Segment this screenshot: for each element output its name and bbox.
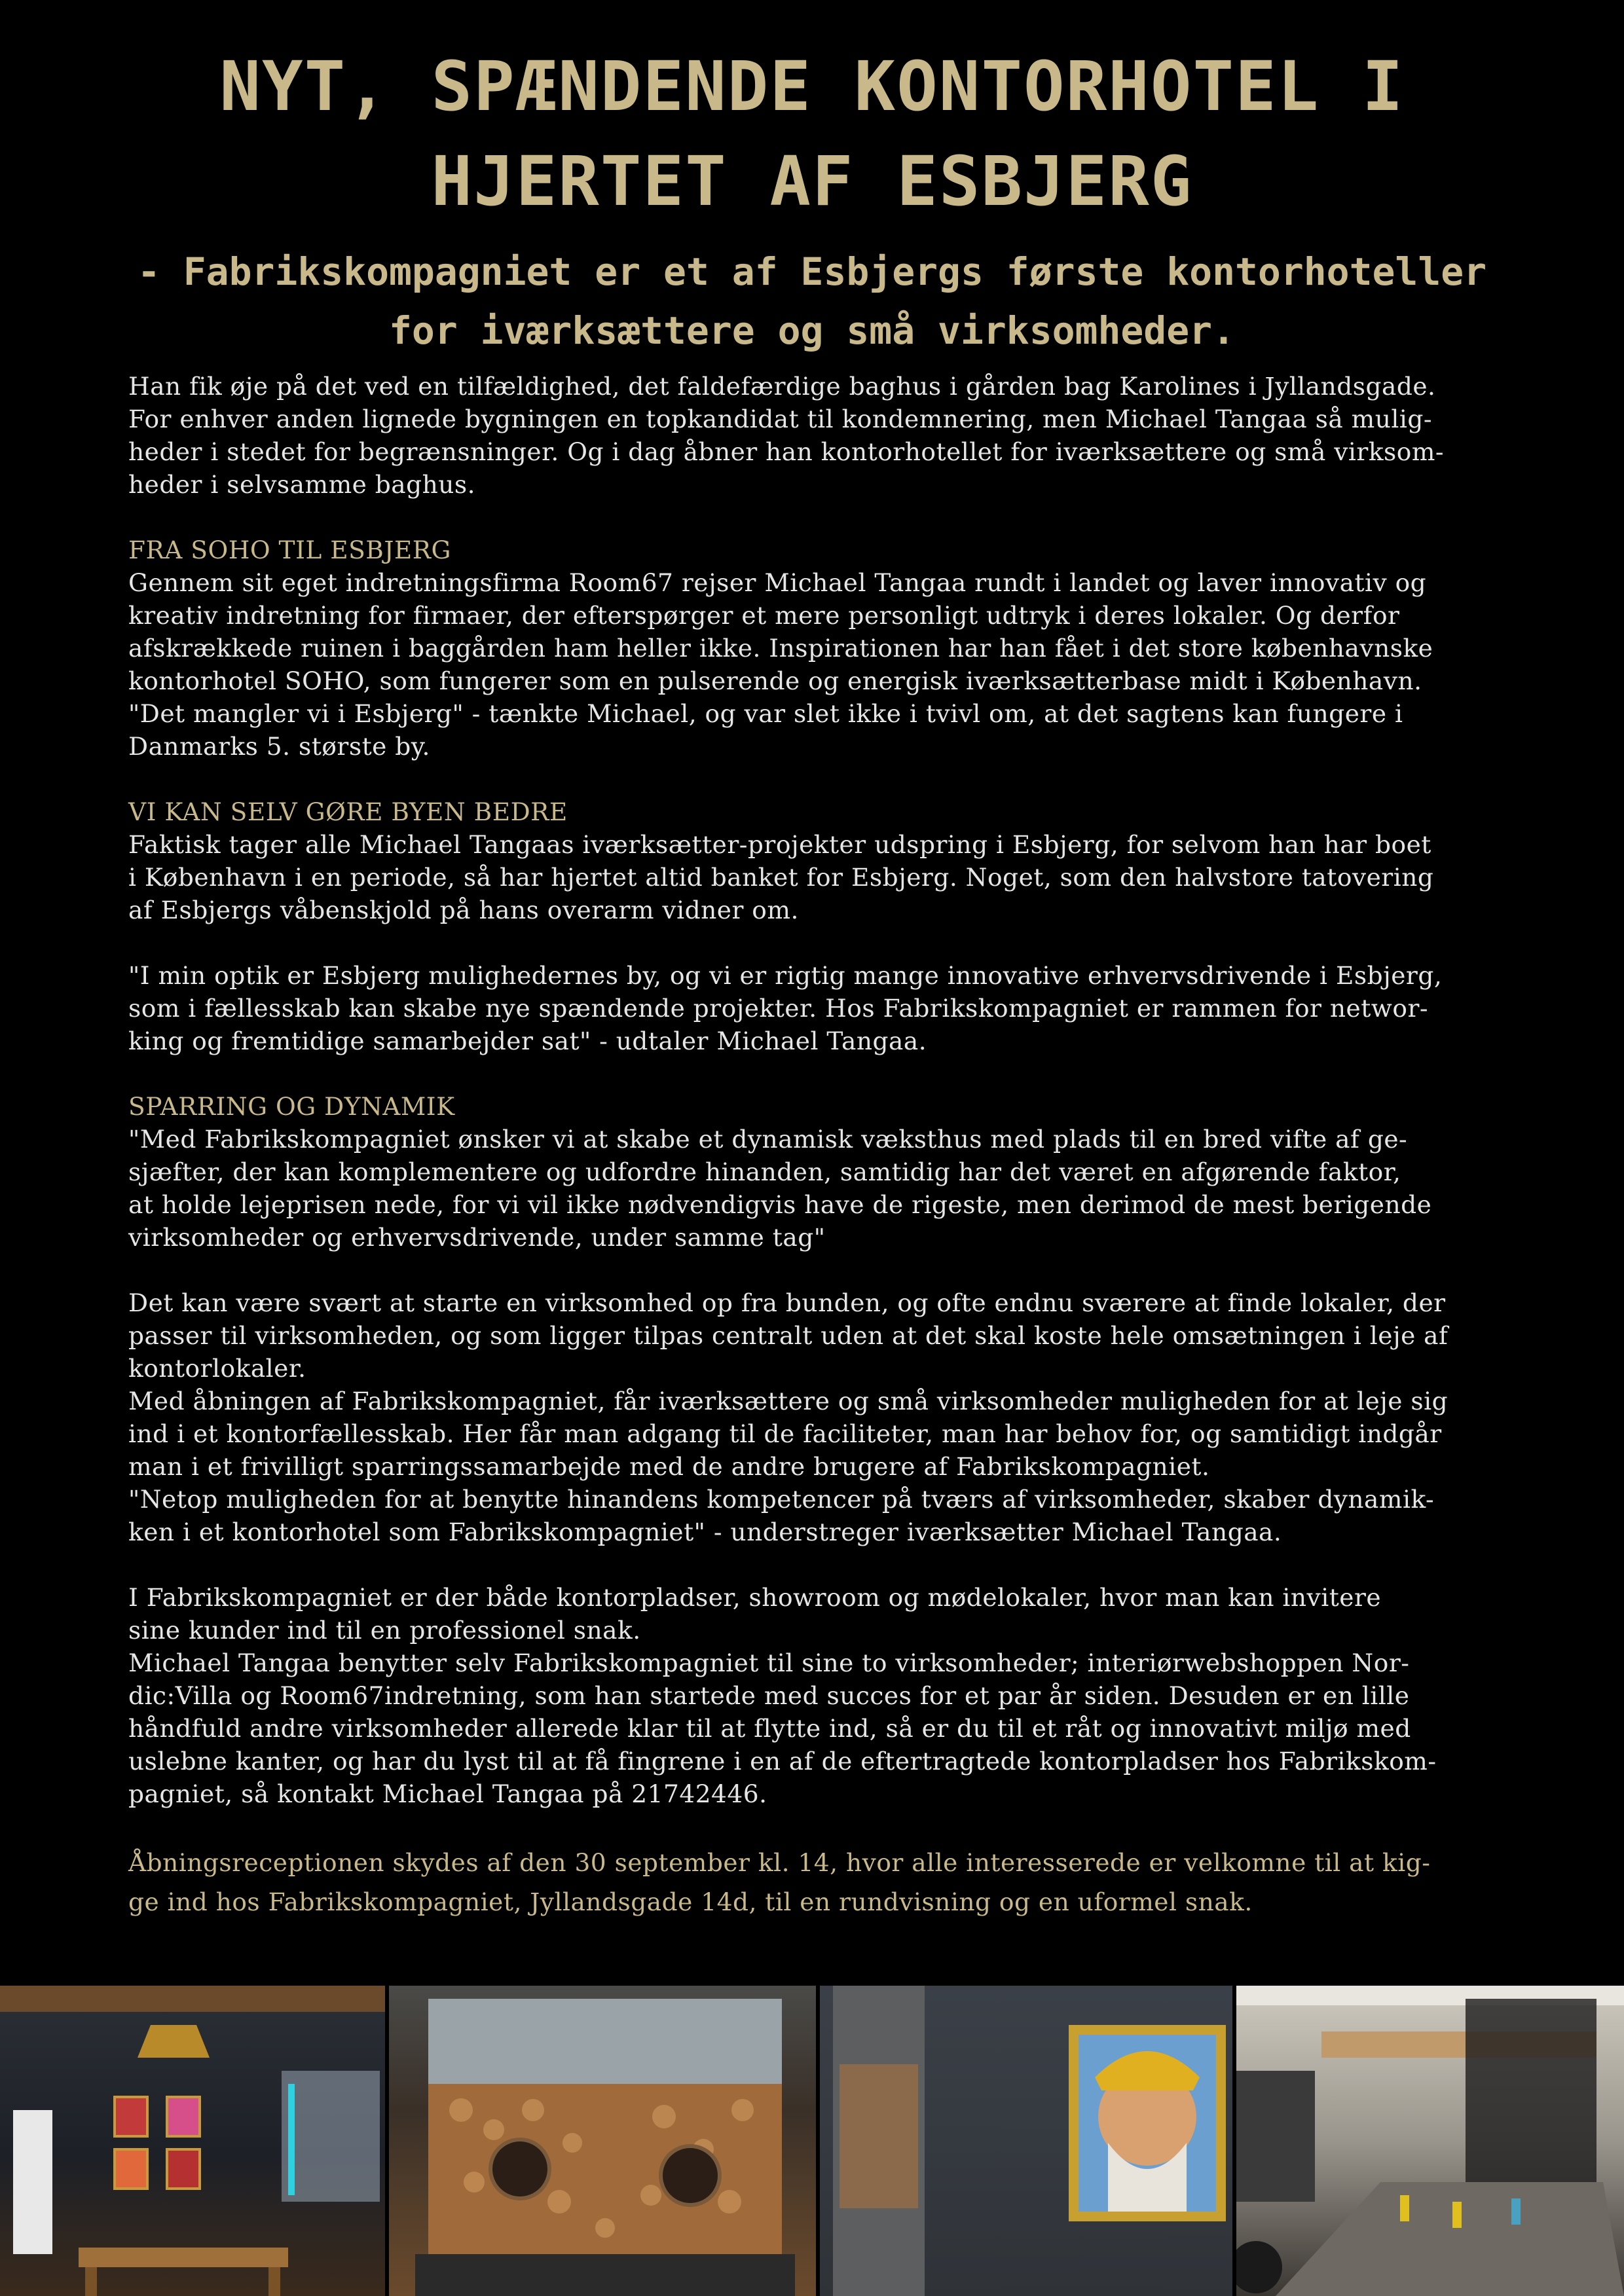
text-line: uslebne kanter, og har du lyst til at få fingrene i en af de eftertragtede kontorpladser hos Fabrikskom- (128, 1747, 1437, 1776)
text-line: ken i et kontorhotel som Fabrikskompagniet" - understreger iværksætter Michael Tangaa. (128, 1518, 1282, 1546)
title-line: NYT, SPÆNDENDE KONTORHOTEL I (219, 46, 1405, 126)
closing-paragraph (128, 1843, 1504, 1922)
section-heading: FRA SOHO TIL ESBJERG (128, 536, 451, 564)
text-line: pagniet, så kontakt Michael Tangaa på 21742446. (128, 1779, 767, 1808)
quote-paragraph (128, 1123, 1504, 1254)
woodpile-photo (389, 1986, 816, 2296)
article-body (128, 370, 1504, 1922)
text-line: heder i selvsamme baghus. (128, 470, 476, 499)
text-line: Danmarks 5. største by. (128, 732, 430, 761)
painting-illustration (820, 1986, 1232, 2296)
page-title (0, 39, 1624, 229)
text-line: virksomheder og erhvervsdrivende, under samme tag" (128, 1223, 826, 1252)
text-line: kontorlokaler. (128, 1354, 306, 1383)
text-line: king og fremtidige samarbejder sat" - udtaler Michael Tangaa. (128, 1027, 927, 1055)
text-line: håndfuld andre virksomheder allerede klar til at flytte ind, så er du til et råt og innovativt miljø med (128, 1714, 1411, 1743)
text-line: i København i en periode, så har hjertet altid banket for Esbjerg. Noget, som den halvstore tatovering (128, 863, 1434, 892)
section-paragraph (128, 566, 1504, 763)
text-line: Med åbningen af Fabrikskompagniet, får iværksættere og små virksomheder muligheden for at leje sig (128, 1387, 1449, 1415)
meeting-room-illustration (1236, 1986, 1624, 2296)
text-line: ge ind hos Fabrikskompagniet, Jyllandsgade 14d, til en rundvisning og en uformel snak. (128, 1887, 1253, 1916)
text-line: "I min optik er Esbjerg mulighedernes by, og vi er rigtig mange innovative erhvervsdrivende i Esbjerg, (128, 961, 1443, 990)
text-line: kontorhotel SOHO, som fungerer som en pulserende og energisk iværksætterbase midt i København. (128, 666, 1422, 695)
text-line: Gennem sit eget indretningsfirma Room67 rejser Michael Tangaa rundt i landet og laver innovativ og (128, 568, 1427, 597)
text-line: kreativ indretning for firmaer, der efterspørger et mere personligt udtryk i deres lokaler. Og derfor (128, 601, 1400, 630)
section-paragraph (128, 828, 1504, 926)
title-line: HJERTET AF ESBJERG (431, 141, 1193, 221)
text-line: afskrækkede ruinen i baggården ham heller ikke. Inspirationen har han fået i det store københavnske (128, 634, 1433, 663)
text-line: af Esbjergs våbenskjold på hans overarm vidner om. (128, 896, 799, 924)
section-paragraph (128, 1286, 1504, 1548)
text-line: man i et frivilligt sparringssamarbejde med de andre brugere af Fabrikskompagniet. (128, 1452, 1210, 1481)
text-line: passer til virksomheden, og som ligger tilpas centralt uden at det skal koste hele omsætningen i leje af (128, 1321, 1449, 1350)
text-line: "Med Fabrikskompagniet ønsker vi at skabe et dynamisk væksthus med plads til en bred vifte af ge- (128, 1125, 1408, 1154)
page-subtitle (65, 242, 1559, 360)
text-line: dic:Villa og Room67indretning, som han startede med succes for et par år siden. Desuden er en lille (128, 1681, 1410, 1710)
office-photo (0, 1986, 385, 2296)
subtitle-line: - Fabrikskompagniet er et af Esbjergs første kontorhoteller (137, 249, 1487, 294)
subtitle-line: for iværksættere og små virksomheder. (388, 308, 1235, 353)
office-illustration (0, 1986, 385, 2296)
text-line: I Fabrikskompagniet er der både kontorpladser, showroom og mødelokaler, hvor man kan invitere (128, 1583, 1382, 1612)
text-line: at holde lejeprisen nede, for vi vil ikke nødvendigvis have de rigeste, men derimod de mest berigende (128, 1190, 1432, 1219)
woodpile-illustration (389, 1986, 816, 2296)
section-heading: SPARRING OG DYNAMIK (128, 1092, 455, 1121)
quote-paragraph (128, 959, 1504, 1057)
intro-paragraph (128, 370, 1504, 501)
text-line: For enhver anden lignede bygningen en topkandidat til kondemnering, men Michael Tangaa så mulig- (128, 405, 1433, 433)
text-line: "Netop muligheden for at benytte hinandens kompetencer på tværs af virksomheder, skaber dynamik- (128, 1485, 1435, 1514)
meeting-room-photo (1236, 1986, 1624, 2296)
text-line: sine kunder ind til en professionel snak. (128, 1616, 641, 1645)
text-line: som i fællesskab kan skabe nye spændende projekter. Hos Fabrikskompagniet er rammen for networ- (128, 994, 1429, 1023)
text-line: Faktisk tager alle Michael Tangaas iværksætter-projekter udspring i Esbjerg, for selvom han har boet (128, 830, 1431, 859)
text-line: Åbningsreceptionen skydes af den 30 september kl. 14, hvor alle interesserede er velkomne til at kig- (128, 1848, 1431, 1877)
text-line: "Det mangler vi i Esbjerg" - tænkte Michael, og var slet ikke i tvivl om, at det sagtens kan fungere i (128, 699, 1403, 728)
text-line: heder i stedet for begrænsninger. Og i dag åbner han kontorhotellet for iværksættere og små virksom- (128, 437, 1445, 466)
text-line: sjæfter, der kan komplementere og udfordre hinanden, samtidig har det været en afgørende faktor, (128, 1157, 1401, 1186)
photo-strip (0, 1986, 1624, 2296)
portrait-painting-photo (820, 1986, 1232, 2296)
text-line: Det kan være svært at starte en virksomhed op fra bunden, og ofte endnu sværere at finde lokaler, der (128, 1288, 1446, 1317)
text-line: ind i et kontorfællesskab. Her får man adgang til de faciliteter, man har behov for, og samtidigt indgår (128, 1419, 1442, 1448)
section-paragraph (128, 1581, 1504, 1810)
text-line: Michael Tangaa benytter selv Fabrikskompagniet til sine to virksomheder; interiørwebshoppen Nor- (128, 1649, 1410, 1677)
section-heading: VI KAN SELV GØRE BYEN BEDRE (128, 797, 568, 826)
text-line: Han fik øje på det ved en tilfældighed, det faldefærdige baghus i gården bag Karolines i Jyllandsgade. (128, 372, 1436, 401)
